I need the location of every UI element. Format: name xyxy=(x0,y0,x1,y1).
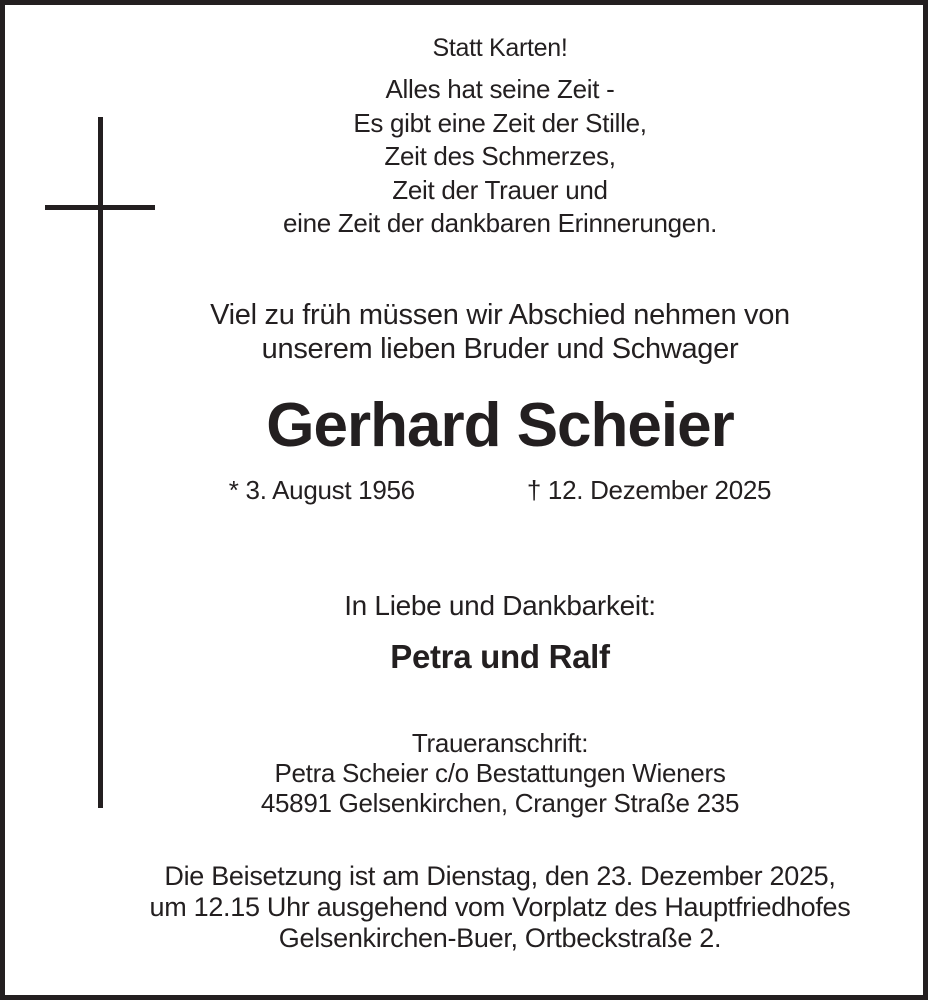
poem xyxy=(77,73,923,241)
poem-line: Es gibt eine Zeit der Stille, xyxy=(353,107,647,138)
birth-date: * 3. August 1956 xyxy=(228,474,415,505)
life-dates xyxy=(77,474,923,506)
mourning-address-line: 45891 Gelsenkirchen, Cranger Straße 235 xyxy=(260,787,740,818)
pre-header: Statt Karten! xyxy=(432,34,568,62)
poem-line: Zeit der Trauer und xyxy=(392,174,608,205)
obituary-content xyxy=(5,5,923,995)
farewell-label: In Liebe und Dankbarkeit: xyxy=(344,589,656,621)
mourning-address xyxy=(77,728,923,818)
intro-line: Viel zu früh müssen wir Abschied nehmen von xyxy=(210,298,790,331)
deceased-name: Gerhard Scheier xyxy=(266,390,734,460)
poem-line: Zeit des Schmerzes, xyxy=(384,141,616,171)
intro-text xyxy=(77,298,923,366)
mourning-address-title: Traueranschrift: xyxy=(411,727,589,758)
funeral-info xyxy=(77,861,923,954)
poem-line: Alles hat seine Zeit - xyxy=(385,74,615,104)
mourners: Petra und Ralf xyxy=(390,637,610,675)
death-date: † 12. Dezember 2025 xyxy=(526,474,772,505)
intro-line: unserem lieben Bruder und Schwager xyxy=(261,332,739,365)
funeral-info-line: um 12.15 Uhr ausgehend vom Vorplatz des Hauptfriedhofes xyxy=(149,891,851,922)
poem-line: eine Zeit der dankbaren Erinnerungen. xyxy=(282,208,718,238)
funeral-info-line: Gelsenkirchen-Buer, Ortbeckstraße 2. xyxy=(278,922,722,953)
mourning-address-line: Petra Scheier c/o Bestattungen Wieners xyxy=(274,757,726,788)
funeral-info-line: Die Beisetzung ist am Dienstag, den 23. Dezember 2025, xyxy=(164,860,836,891)
